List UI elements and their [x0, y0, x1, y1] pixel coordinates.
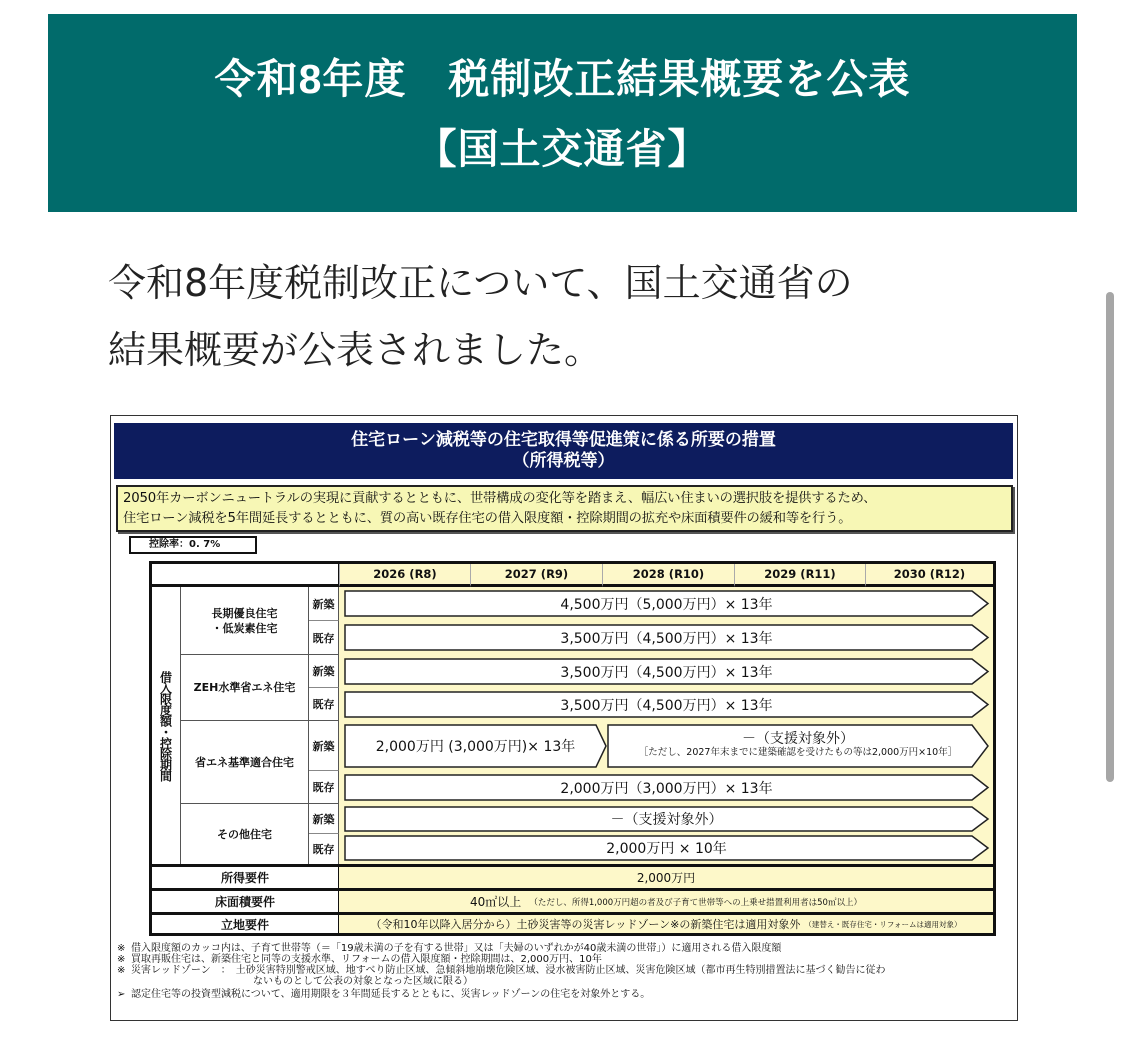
note-text: ないものとして公表の対象となった区域に限る）	[253, 976, 473, 987]
loan-limit-table	[149, 561, 996, 936]
year-header: 2027 (R9)	[470, 564, 602, 587]
arrow-value-text: 3,500万円（4,500万円）× 13年	[560, 664, 773, 681]
figure-title-line1: 住宅ローン減税等の住宅取得等促進策に係る所要の措置	[351, 430, 776, 450]
scrollbar-thumb[interactable]	[1106, 292, 1114, 782]
note-mark: ※	[117, 965, 126, 976]
requirement-value-text: 2,000万円	[636, 871, 696, 885]
new-build-label: 新築	[309, 721, 339, 771]
income-requirement-label: 所得要件	[152, 864, 339, 888]
category-zeh: ZEH水準省エネ住宅	[181, 655, 309, 721]
new-build-label: 新築	[309, 804, 339, 834]
arrow-bullet-icon: ➢	[117, 989, 126, 1000]
requirement-note-text: （建替え・既存住宅・リフォームは適用対象）	[804, 919, 962, 929]
arrow-value-text: 2,000万円 × 10年	[606, 841, 727, 857]
arrow-value-text: 2,000万円（3,000万円）× 13年	[560, 780, 773, 797]
note-text: 買取再販住宅は、新築住宅と同等の支援水準、リフォームの借入限度額・控除期間は、2,000万円、10年	[131, 954, 602, 965]
category-name-line2: ・低炭素住宅	[211, 621, 278, 635]
arrow-value-text: 2,000万円 (3,000万円)× 13年	[375, 739, 576, 755]
value-arrow	[344, 658, 989, 685]
note-text: 認定住宅等の投資型減税について、適用期限を３年間延長するとともに、災害レッドゾーンの住宅を対象外とする。	[131, 989, 651, 1000]
note-mark: ※	[117, 954, 126, 965]
arrow-value-text: 3,500万円（4,500万円）× 13年	[560, 697, 773, 714]
value-arrow-early	[344, 724, 607, 768]
intro-line2: 結果概要が公表されました。	[108, 328, 603, 372]
existing-label: 既存	[309, 688, 339, 721]
arrow-value-text	[639, 732, 957, 760]
arrow-value-text: －（支援対象外）	[610, 812, 723, 828]
footnote-bullet	[117, 989, 1007, 1000]
value-arrow	[344, 774, 989, 801]
exception-note-text: ［ただし、2027年末までに建築確認を受けたもの等は2,000万円×10年］	[638, 747, 958, 758]
category-energy-standard: 省エネ基準適合住宅	[181, 721, 309, 804]
location-requirement-value	[339, 912, 993, 933]
requirement-note-text: （ただし、所得1,000万円超の者及び子育て世帯等への上乗せ措置利用者は50㎡以上）	[529, 897, 862, 908]
value-arrow-late	[607, 724, 989, 768]
policy-summary-figure	[110, 415, 1018, 1021]
existing-label: 既存	[309, 771, 339, 804]
arrow-value-text: 3,500万円（4,500万円）× 13年	[560, 630, 773, 647]
existing-label: 既存	[309, 834, 339, 864]
note-mark: ※	[117, 943, 126, 954]
description-line2: 住宅ローン減税を5年間延長するとともに、質の高い既存住宅の借入限度額・控除期間の拡充や床面積要件の緩和等を行う。	[123, 511, 852, 526]
footnote-continuation	[117, 976, 1007, 987]
income-requirement-value	[339, 864, 993, 888]
article-title-line2: 【国土交通省】	[415, 126, 710, 172]
arrow-value-text: 4,500万円（5,000万円）× 13年	[560, 596, 773, 613]
new-build-label: 新築	[309, 655, 339, 688]
figure-title-line2: （所得税等）	[512, 451, 615, 471]
footnote	[117, 954, 1007, 965]
value-arrow	[344, 806, 989, 832]
deduction-rate-label: 控除率：0. 7%	[129, 536, 257, 554]
footnote	[117, 965, 1007, 976]
not-supported-text: －（支援対象外）	[742, 731, 854, 747]
article-title-line1: 令和8年度 税制改正結果概要を公表	[214, 56, 911, 102]
intro-paragraph	[108, 250, 1008, 384]
location-requirement-label: 立地要件	[152, 912, 339, 933]
existing-label: 既存	[309, 621, 339, 655]
figure-description	[116, 485, 1013, 532]
figure-title	[114, 423, 1013, 479]
value-arrow	[344, 624, 989, 651]
requirement-value-text: 40㎡以上	[470, 895, 522, 909]
category-name-line1: 長期優良住宅	[211, 606, 278, 620]
year-header: 2030 (R12)	[865, 564, 993, 587]
footnotes	[117, 943, 1007, 1000]
note-text: 災害レッドゾーン ： 土砂災害特別警戒区域、地すべり防止区域、急傾斜地崩壊危険区域、浸水被害防止区域、災害危険区域（都市再生特別措置法に基づく勧告に従わ	[131, 965, 886, 976]
category-other: その他住宅	[181, 804, 309, 864]
year-header: 2028 (R10)	[602, 564, 734, 587]
value-arrow	[344, 691, 989, 718]
intro-line1: 令和8年度税制改正について、国土交通省の	[108, 261, 853, 305]
new-build-label: 新築	[309, 587, 339, 621]
table-header-blank	[152, 564, 339, 587]
footnote	[117, 943, 1007, 954]
value-arrow	[344, 590, 989, 617]
category-long-term-quality	[181, 587, 309, 655]
loan-limit-vertical-label: 借入限度額・控除期間	[152, 587, 181, 864]
floor-area-requirement-value	[339, 888, 993, 912]
value-arrow	[344, 835, 989, 861]
description-line1: 2050年カーボンニュートラルの実現に貢献するとともに、世帯構成の変化等を踏まえ、幅広い住まいの選択肢を提供するため、	[123, 491, 877, 506]
year-header: 2026 (R8)	[339, 564, 470, 587]
article-title-banner	[48, 14, 1077, 212]
note-text: 借入限度額のカッコ内は、子育て世帯等（＝「19歳未満の子を有する世帯」又は「夫婦のいずれかが40歳未満の世帯」）に適用される借入限度額	[131, 943, 782, 954]
floor-area-requirement-label: 床面積要件	[152, 888, 339, 912]
year-header: 2029 (R11)	[734, 564, 865, 587]
requirement-value-text: （令和10年以降入居分から）土砂災害等の災害レッドゾーン※の新築住宅は適用対象外	[370, 918, 801, 931]
